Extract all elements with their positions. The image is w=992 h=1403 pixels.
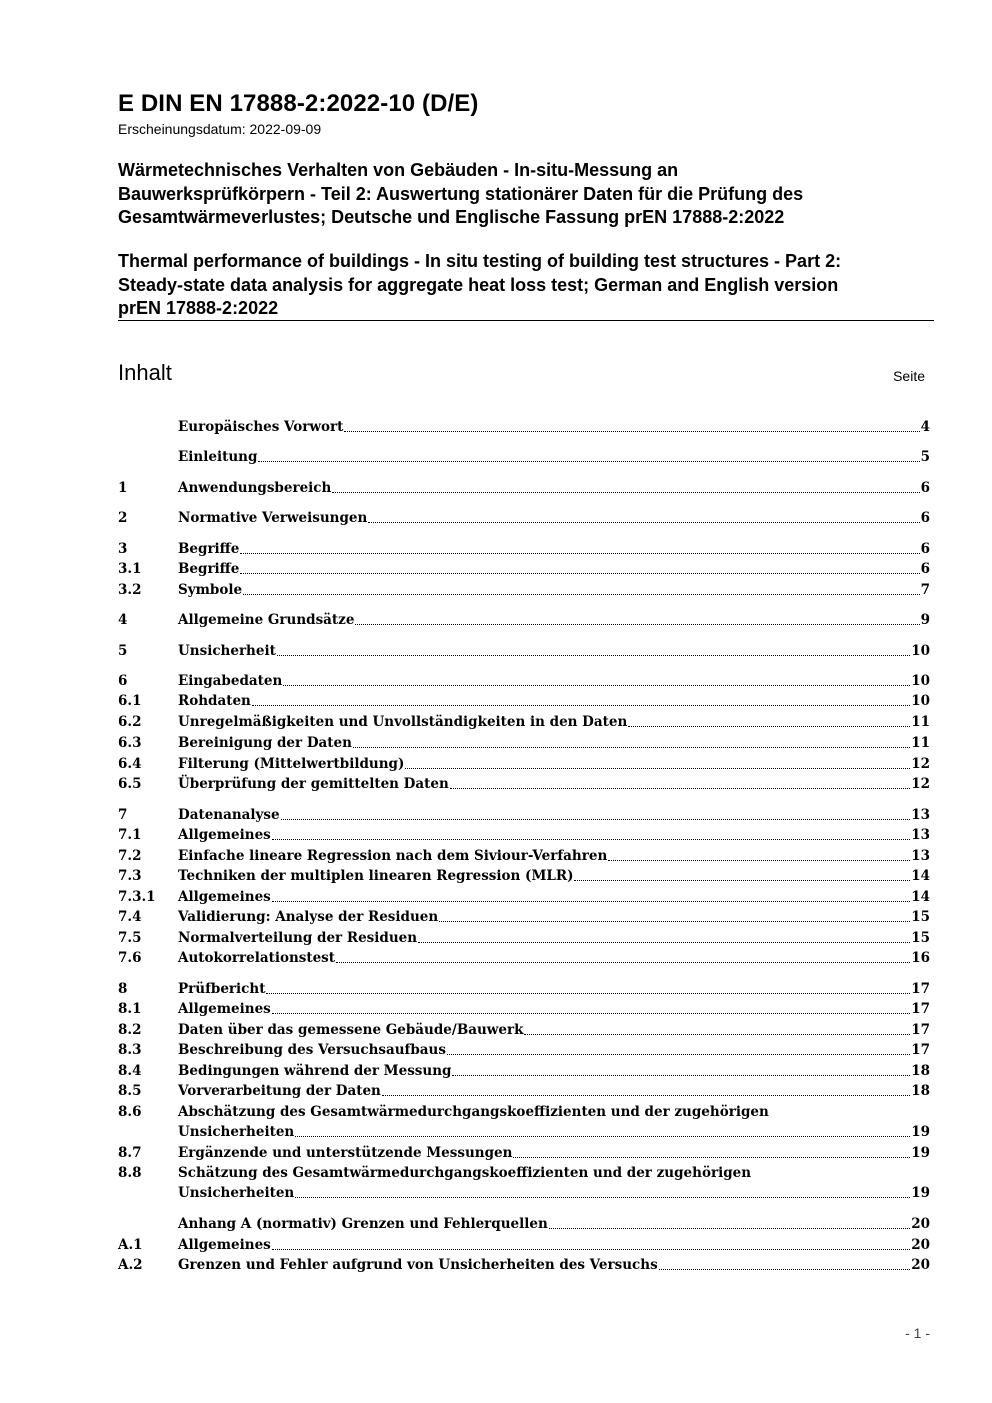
toc-entry[interactable]	[118, 1256, 930, 1275]
toc-leader-dots	[332, 491, 919, 493]
toc-entry-page: 17	[911, 981, 930, 997]
toc-entry-number: 7.4	[118, 909, 142, 925]
toc-entry-title: Schätzung des Gesamtwärmedurchgangskoeffizienten und der zugehörigen	[178, 1165, 752, 1181]
toc-entry-number: 1	[118, 480, 128, 496]
toc-entry-title: Vorverarbeitung der Daten	[178, 1083, 381, 1099]
toc-entry-title: Validierung: Analyse der Residuen	[178, 909, 439, 925]
toc-entry[interactable]	[118, 806, 930, 825]
toc-entry-number: 8.3	[118, 1042, 142, 1058]
toc-entry-number: A.1	[118, 1237, 143, 1253]
toc-entry-number: 5	[118, 643, 128, 659]
toc-entry-page: 19	[911, 1124, 930, 1140]
toc-entry-number: 6.4	[118, 756, 142, 772]
toc-entry-page: 17	[911, 1001, 930, 1017]
toc-entry-title: Techniken der multiplen linearen Regression (MLR)	[178, 868, 574, 884]
toc-entry-number: 8.2	[118, 1022, 142, 1038]
toc-leader-dots	[277, 654, 910, 656]
toc-entry[interactable]	[118, 540, 930, 559]
toc-entry[interactable]	[118, 611, 930, 630]
toc-entry[interactable]	[118, 1215, 930, 1234]
toc-entry[interactable]	[118, 949, 930, 968]
title-english	[118, 250, 938, 321]
toc-leader-dots	[574, 879, 910, 881]
toc-leader-dots	[418, 941, 910, 943]
toc-entry-title: Anhang A (normativ) Grenzen und Fehlerquellen	[178, 1216, 548, 1232]
toc-entry[interactable]	[118, 418, 930, 437]
toc-leader-dots	[272, 900, 910, 902]
title-german-line: Bauwerksprüfkörpern - Teil 2: Auswertung stationärer Daten für die Prüfung des	[118, 183, 804, 204]
toc-leader-dots	[243, 593, 920, 595]
toc-entry-page: 9	[920, 612, 930, 628]
toc-entry-title: Autokorrelationstest	[178, 950, 336, 966]
toc-entry-page: 19	[911, 1185, 930, 1201]
toc-entry-page: 20	[911, 1237, 930, 1253]
toc-leader-dots	[405, 767, 910, 769]
toc-leader-dots	[336, 961, 910, 963]
toc-entry-title: Allgemeines	[178, 889, 271, 905]
toc-entry-page: 10	[911, 693, 930, 709]
toc-entry-number: A.2	[118, 1257, 143, 1273]
toc-leader-dots	[524, 1033, 910, 1035]
toc-leader-dots	[628, 725, 910, 727]
toc-entry-number: 7.3	[118, 868, 142, 884]
toc-entry-title: Rohdaten	[178, 693, 251, 709]
toc-entry-title: Einleitung	[178, 449, 258, 465]
toc-entry-title: Begriffe	[178, 541, 240, 557]
toc-entry-page: 18	[911, 1063, 930, 1079]
title-german	[118, 159, 938, 230]
toc-entry-number: 4	[118, 612, 128, 628]
toc-entry[interactable]	[118, 1164, 930, 1183]
toc-entry[interactable]	[118, 775, 930, 794]
toc-entry-page: 15	[911, 930, 930, 946]
toc-entry-page: 13	[911, 848, 930, 864]
toc-entry-title: Unsicherheit	[178, 643, 276, 659]
toc-page-column-heading: Seite	[893, 368, 925, 384]
toc-entry-title: Beschreibung des Versuchsaufbaus	[178, 1042, 446, 1058]
toc-leader-dots	[513, 1156, 910, 1158]
toc-entry-title: Normalverteilung der Residuen	[178, 930, 418, 946]
toc-entry-page: 14	[911, 889, 930, 905]
toc-entry-title: Abschätzung des Gesamtwärmedurchgangskoeffizienten und der zugehörigen	[178, 1104, 769, 1120]
toc-entry-number: 8.1	[118, 1001, 142, 1017]
toc-entry[interactable]	[118, 479, 930, 498]
toc-entry-page: 10	[911, 643, 930, 659]
toc-leader-dots	[659, 1268, 911, 1270]
toc-entry[interactable]	[118, 980, 930, 999]
toc-leader-dots	[295, 1135, 910, 1137]
toc-entry[interactable]	[118, 1144, 930, 1163]
toc-entry-page: 16	[911, 950, 930, 966]
toc-entry-number: 8.7	[118, 1145, 142, 1161]
page-number: - 1 -	[905, 1325, 930, 1341]
toc-entry-number: 7.1	[118, 827, 142, 843]
toc-entry-page: 20	[911, 1216, 930, 1232]
toc-entry-title: Allgemeines	[178, 1001, 271, 1017]
toc-leader-dots	[368, 521, 919, 523]
toc-entry-page: 5	[920, 449, 930, 465]
toc-leader-dots	[295, 1196, 910, 1198]
toc-entry-title: Grenzen und Fehler aufgrund von Unsicherheiten des Versuchs	[178, 1257, 658, 1273]
toc-entry[interactable]	[118, 509, 930, 528]
toc-entry-number: 8.8	[118, 1165, 142, 1181]
toc-entry-number: 7	[118, 807, 128, 823]
toc-leader-dots	[240, 552, 919, 554]
toc-leader-dots	[447, 1053, 910, 1055]
toc-entry-title: Eingabedaten	[178, 673, 283, 689]
toc-entry-title: Unsicherheiten	[178, 1124, 295, 1140]
toc-entry[interactable]	[118, 1000, 930, 1019]
toc-leader-dots	[608, 859, 910, 861]
toc-entry-number: 7.5	[118, 930, 142, 946]
toc-entry[interactable]	[118, 642, 930, 661]
toc-entry[interactable]	[118, 888, 930, 907]
toc-entry-number: 6.1	[118, 693, 142, 709]
title-english-line: prEN 17888-2:2022	[118, 298, 279, 318]
toc-entry-page: 15	[911, 909, 930, 925]
toc-leader-dots	[240, 572, 919, 574]
toc-entry-title: Einfache lineare Regression nach dem Siviour-Verfahren	[178, 848, 608, 864]
toc-entry-title: Unregelmäßigkeiten und Unvollständigkeiten in den Daten	[178, 714, 628, 730]
toc-entry-title: Bedingungen während der Messung	[178, 1063, 452, 1079]
toc-entry-title: Filterung (Mittelwertbildung)	[178, 756, 405, 772]
toc-entry[interactable]	[118, 581, 930, 600]
toc-leader-dots	[252, 704, 910, 706]
toc-entry[interactable]	[118, 755, 930, 774]
toc-leader-dots	[283, 684, 910, 686]
toc-entry[interactable]	[118, 867, 930, 886]
toc-entry-title: Allgemeines	[178, 827, 271, 843]
toc-entry-number: 2	[118, 510, 128, 526]
toc-entry-page: 13	[911, 827, 930, 843]
toc-leader-dots	[353, 746, 910, 748]
toc-entry-number: 3.2	[118, 582, 142, 598]
toc-entry[interactable]	[118, 1236, 930, 1255]
toc-entry[interactable]	[118, 847, 930, 866]
title-german-line: Wärmetechnisches Verhalten von Gebäuden - In-situ-Messung an	[118, 160, 679, 180]
toc-leader-dots	[281, 818, 911, 820]
toc-entry-title: Begriffe	[178, 561, 240, 577]
toc-entry-title: Symbole	[178, 582, 243, 598]
toc-entry-number: 8.5	[118, 1083, 142, 1099]
toc-entry[interactable]	[118, 713, 930, 732]
toc-leader-dots	[272, 838, 910, 840]
toc-entry-number: 7.2	[118, 848, 142, 864]
toc-leader-dots	[439, 920, 910, 922]
toc-entry-page: 6	[920, 561, 930, 577]
toc-entry-page: 20	[911, 1257, 930, 1273]
toc-entry-number: 3.1	[118, 561, 142, 577]
toc-entry[interactable]	[118, 1021, 930, 1040]
toc-entry-title: Allgemeines	[178, 1237, 271, 1253]
toc-entry[interactable]	[118, 734, 930, 753]
toc-entry[interactable]	[118, 1103, 930, 1122]
toc-leader-dots	[355, 623, 919, 625]
toc-entry-number: 3	[118, 541, 128, 557]
title-english-line: Steady-state data analysis for aggregate heat loss test; German and English version	[118, 274, 839, 295]
title-german-line: Gesamtwärmeverlustes; Deutsche und Englische Fassung prEN 17888-2:2022	[118, 207, 785, 227]
toc-leader-dots	[266, 992, 910, 994]
toc-entry-number: 7.3.1	[118, 889, 156, 905]
toc-entry[interactable]	[118, 692, 930, 711]
toc-entry-number: 6.5	[118, 776, 142, 792]
toc-entry-number: 6	[118, 673, 128, 689]
toc-entry[interactable]	[118, 929, 930, 948]
toc-entry-title: Normative Verweisungen	[178, 510, 368, 526]
toc-entry-page: 10	[911, 673, 930, 689]
toc-entry-page: 4	[920, 419, 930, 435]
toc-entry[interactable]	[118, 1082, 930, 1101]
toc-leader-dots	[272, 1012, 910, 1014]
toc-entry[interactable]	[118, 1041, 930, 1060]
toc-entry-number: 8	[118, 981, 128, 997]
toc-entry-title: Daten über das gemessene Gebäude/Bauwerk	[178, 1022, 524, 1038]
toc-entry-page: 6	[920, 480, 930, 496]
toc-entry[interactable]	[118, 1184, 930, 1203]
toc-entry-page: 18	[911, 1083, 930, 1099]
header-divider	[118, 320, 934, 321]
toc-leader-dots	[272, 1248, 910, 1250]
toc-entry-number: 7.6	[118, 950, 142, 966]
toc-entry-page: 11	[911, 735, 930, 751]
toc-entry[interactable]	[118, 826, 930, 845]
toc-entry-page: 12	[911, 756, 930, 772]
toc-entry-title: Ergänzende und unterstützende Messungen	[178, 1145, 513, 1161]
toc-entry-page: 14	[911, 868, 930, 884]
toc-entry-page: 17	[911, 1042, 930, 1058]
toc-entry[interactable]	[118, 448, 930, 467]
toc-entry-number: 8.6	[118, 1104, 142, 1120]
toc-entry-title: Anwendungsbereich	[178, 480, 332, 496]
toc-entry-page: 7	[920, 582, 930, 598]
toc-leader-dots	[382, 1094, 910, 1096]
toc-entry-page: 6	[920, 541, 930, 557]
toc-entry-number: 6.3	[118, 735, 142, 751]
toc-entry[interactable]	[118, 672, 930, 691]
toc-entry-title: Prüfbericht	[178, 981, 266, 997]
publication-date: Erscheinungsdatum: 2022-09-09	[118, 121, 322, 137]
toc-entry-title: Bereinigung der Daten	[178, 735, 352, 751]
toc-entry-page: 17	[911, 1022, 930, 1038]
toc-entry[interactable]	[118, 1062, 930, 1081]
toc-entry[interactable]	[118, 1123, 930, 1142]
toc-entry[interactable]	[118, 560, 930, 579]
toc-leader-dots	[450, 787, 910, 789]
toc-entry-page: 19	[911, 1145, 930, 1161]
document-id: E DIN EN 17888-2:2022-10 (D/E)	[118, 90, 479, 117]
toc-entry-title: Unsicherheiten	[178, 1185, 295, 1201]
toc-heading: Inhalt	[118, 360, 172, 385]
toc-entry-title: Europäisches Vorwort	[178, 419, 344, 435]
toc-leader-dots	[452, 1074, 910, 1076]
toc-entry[interactable]	[118, 908, 930, 927]
toc-leader-dots	[549, 1227, 910, 1229]
toc-entry-title: Allgemeine Grundsätze	[178, 612, 355, 628]
toc-entry-page: 13	[911, 807, 930, 823]
toc-entry-page: 6	[920, 510, 930, 526]
title-english-line: Thermal performance of buildings - In situ testing of building test structures - Part 2:	[118, 251, 842, 271]
toc-entry-page: 12	[911, 776, 930, 792]
toc-leader-dots	[344, 430, 919, 432]
toc-entry-number: 8.4	[118, 1063, 142, 1079]
toc-entry-page: 11	[911, 714, 930, 730]
toc-entry-title: Überprüfung der gemittelten Daten	[178, 776, 449, 792]
toc-entry-title: Datenanalyse	[178, 807, 280, 823]
toc-leader-dots	[258, 460, 919, 462]
toc-entry-number: 6.2	[118, 714, 142, 730]
